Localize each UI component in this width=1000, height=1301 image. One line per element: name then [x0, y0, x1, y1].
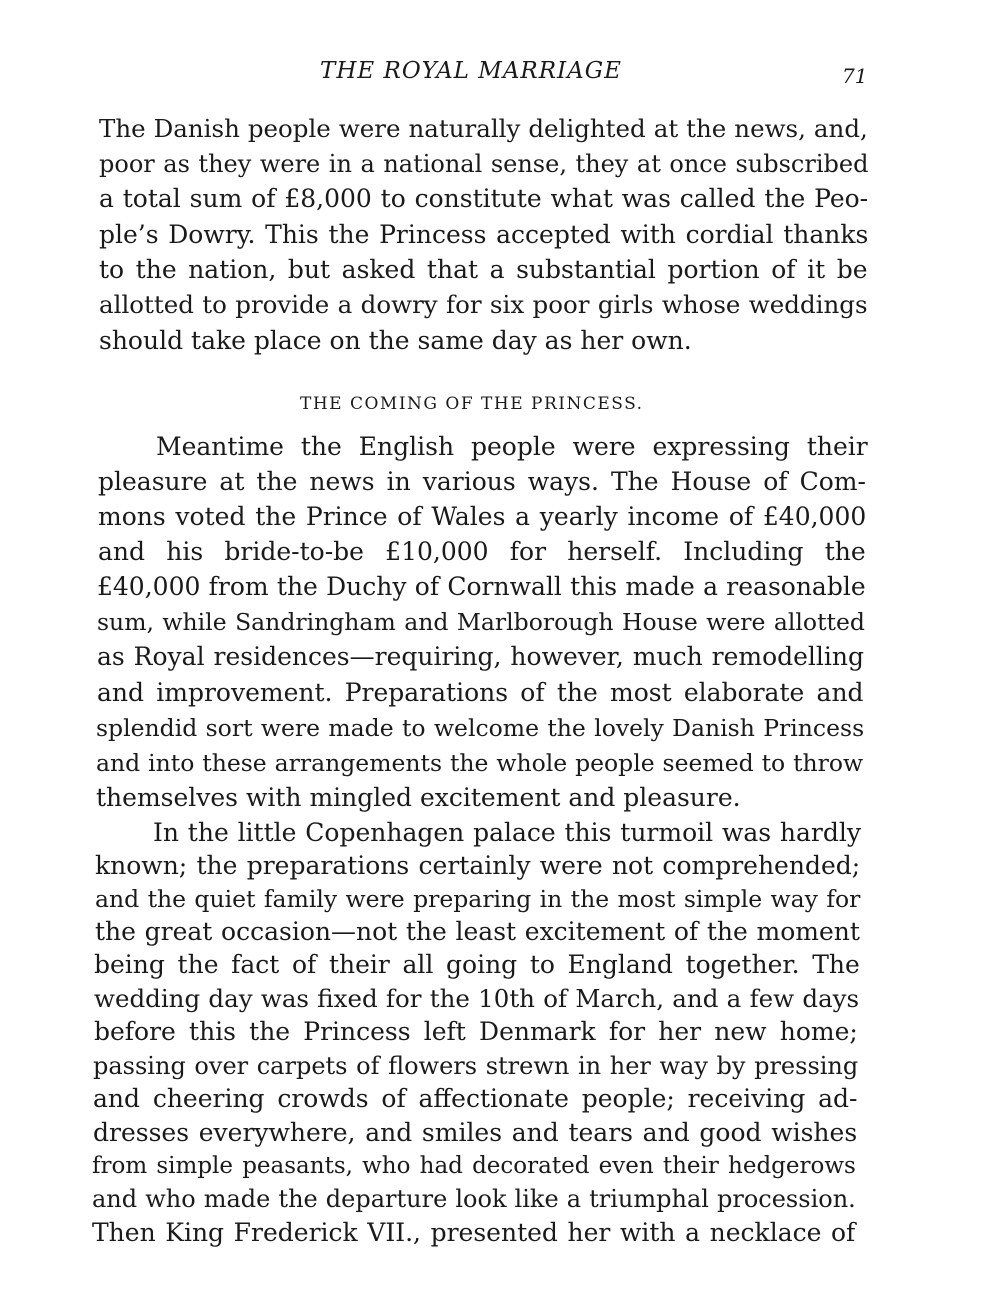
paragraph-line: and into these arrangements the whole people seemed to throw [96, 749, 864, 777]
paragraph-line: £40,000 from the Duchy of Cornwall this made a reasonable [97, 572, 866, 601]
paragraph-line: being the fact of their all going to England together. The [94, 950, 860, 979]
paragraph-line: and cheering crowds of affectionate people; receiving ad- [93, 1084, 858, 1113]
paragraph-line: splendid sort were made to welcome the lovely Danish Princess [96, 714, 865, 742]
paragraph-line: dresses everywhere, and smiles and tears and good wishes [93, 1118, 858, 1147]
running-title: THE ROYAL MARRIAGE [320, 58, 622, 84]
paragraph-line: to the nation, but asked that a substantial portion of it be [99, 255, 868, 284]
paragraph-line: In the little Copenhagen palace this turmoil was hardly [153, 818, 861, 847]
paragraph-line: a total sum of £8,000 to constitute what was called the Peo- [99, 184, 869, 213]
paragraph-line: and improvement. Preparations of the most elaborate and [97, 678, 864, 707]
paragraph-line: from simple peasants, who had decorated even their hedgerows [92, 1153, 856, 1179]
paragraph-line: should take place on the same day as her own. [99, 326, 692, 355]
paragraph-line: mons voted the Prince of Wales a yearly income of £40,000 [98, 502, 867, 531]
paragraph-line: and who made the departure look like a triumphal procession. [92, 1185, 856, 1213]
paragraph-line: wedding day was fixed for the 10th of March, and a few days [94, 984, 860, 1013]
page-number: 71 [842, 64, 868, 88]
paragraph-line: pleasure at the news in various ways. The House of Com- [98, 467, 866, 496]
paragraph-line: allotted to provide a dowry for six poor girls whose weddings [99, 290, 868, 319]
paragraph-line: the great occasion—not the least excitement of the moment [95, 917, 860, 946]
paragraph-line: before this the Princess left Denmark for her new home; [94, 1017, 858, 1046]
paragraph-line: and the quiet family were preparing in the most simple way for [95, 885, 861, 913]
paragraph-line: ple’s Dowry. This the Princess accepted with cordial thanks [99, 220, 869, 249]
paragraph-line: passing over carpets of flowers strewn in her way by pressing [93, 1052, 859, 1080]
paragraph-line: sum, while Sandringham and Marlborough House were allotted [97, 608, 865, 636]
paragraph-line: The Danish people were naturally delighted at the news, and, [99, 114, 868, 143]
paragraph-line: Then King Frederick VII., presented her with a necklace of [92, 1218, 856, 1247]
paragraph-line: Meantime the English people were expressing their [156, 432, 868, 461]
section-heading: THE COMING OF THE PRINCESS. [300, 394, 644, 414]
paragraph-line: themselves with mingled excitement and pleasure. [96, 783, 741, 812]
running-head [0, 58, 1000, 92]
paragraph-line: as Royal residences—requiring, however, much remodelling [97, 642, 865, 671]
paragraph-line: and his bride-to-be £10,000 for herself. Including the [98, 537, 866, 566]
paragraph-line: poor as they were in a national sense, they at once subscribed [99, 150, 869, 178]
paragraph-line: known; the preparations certainly were not comprehended; [95, 851, 861, 880]
